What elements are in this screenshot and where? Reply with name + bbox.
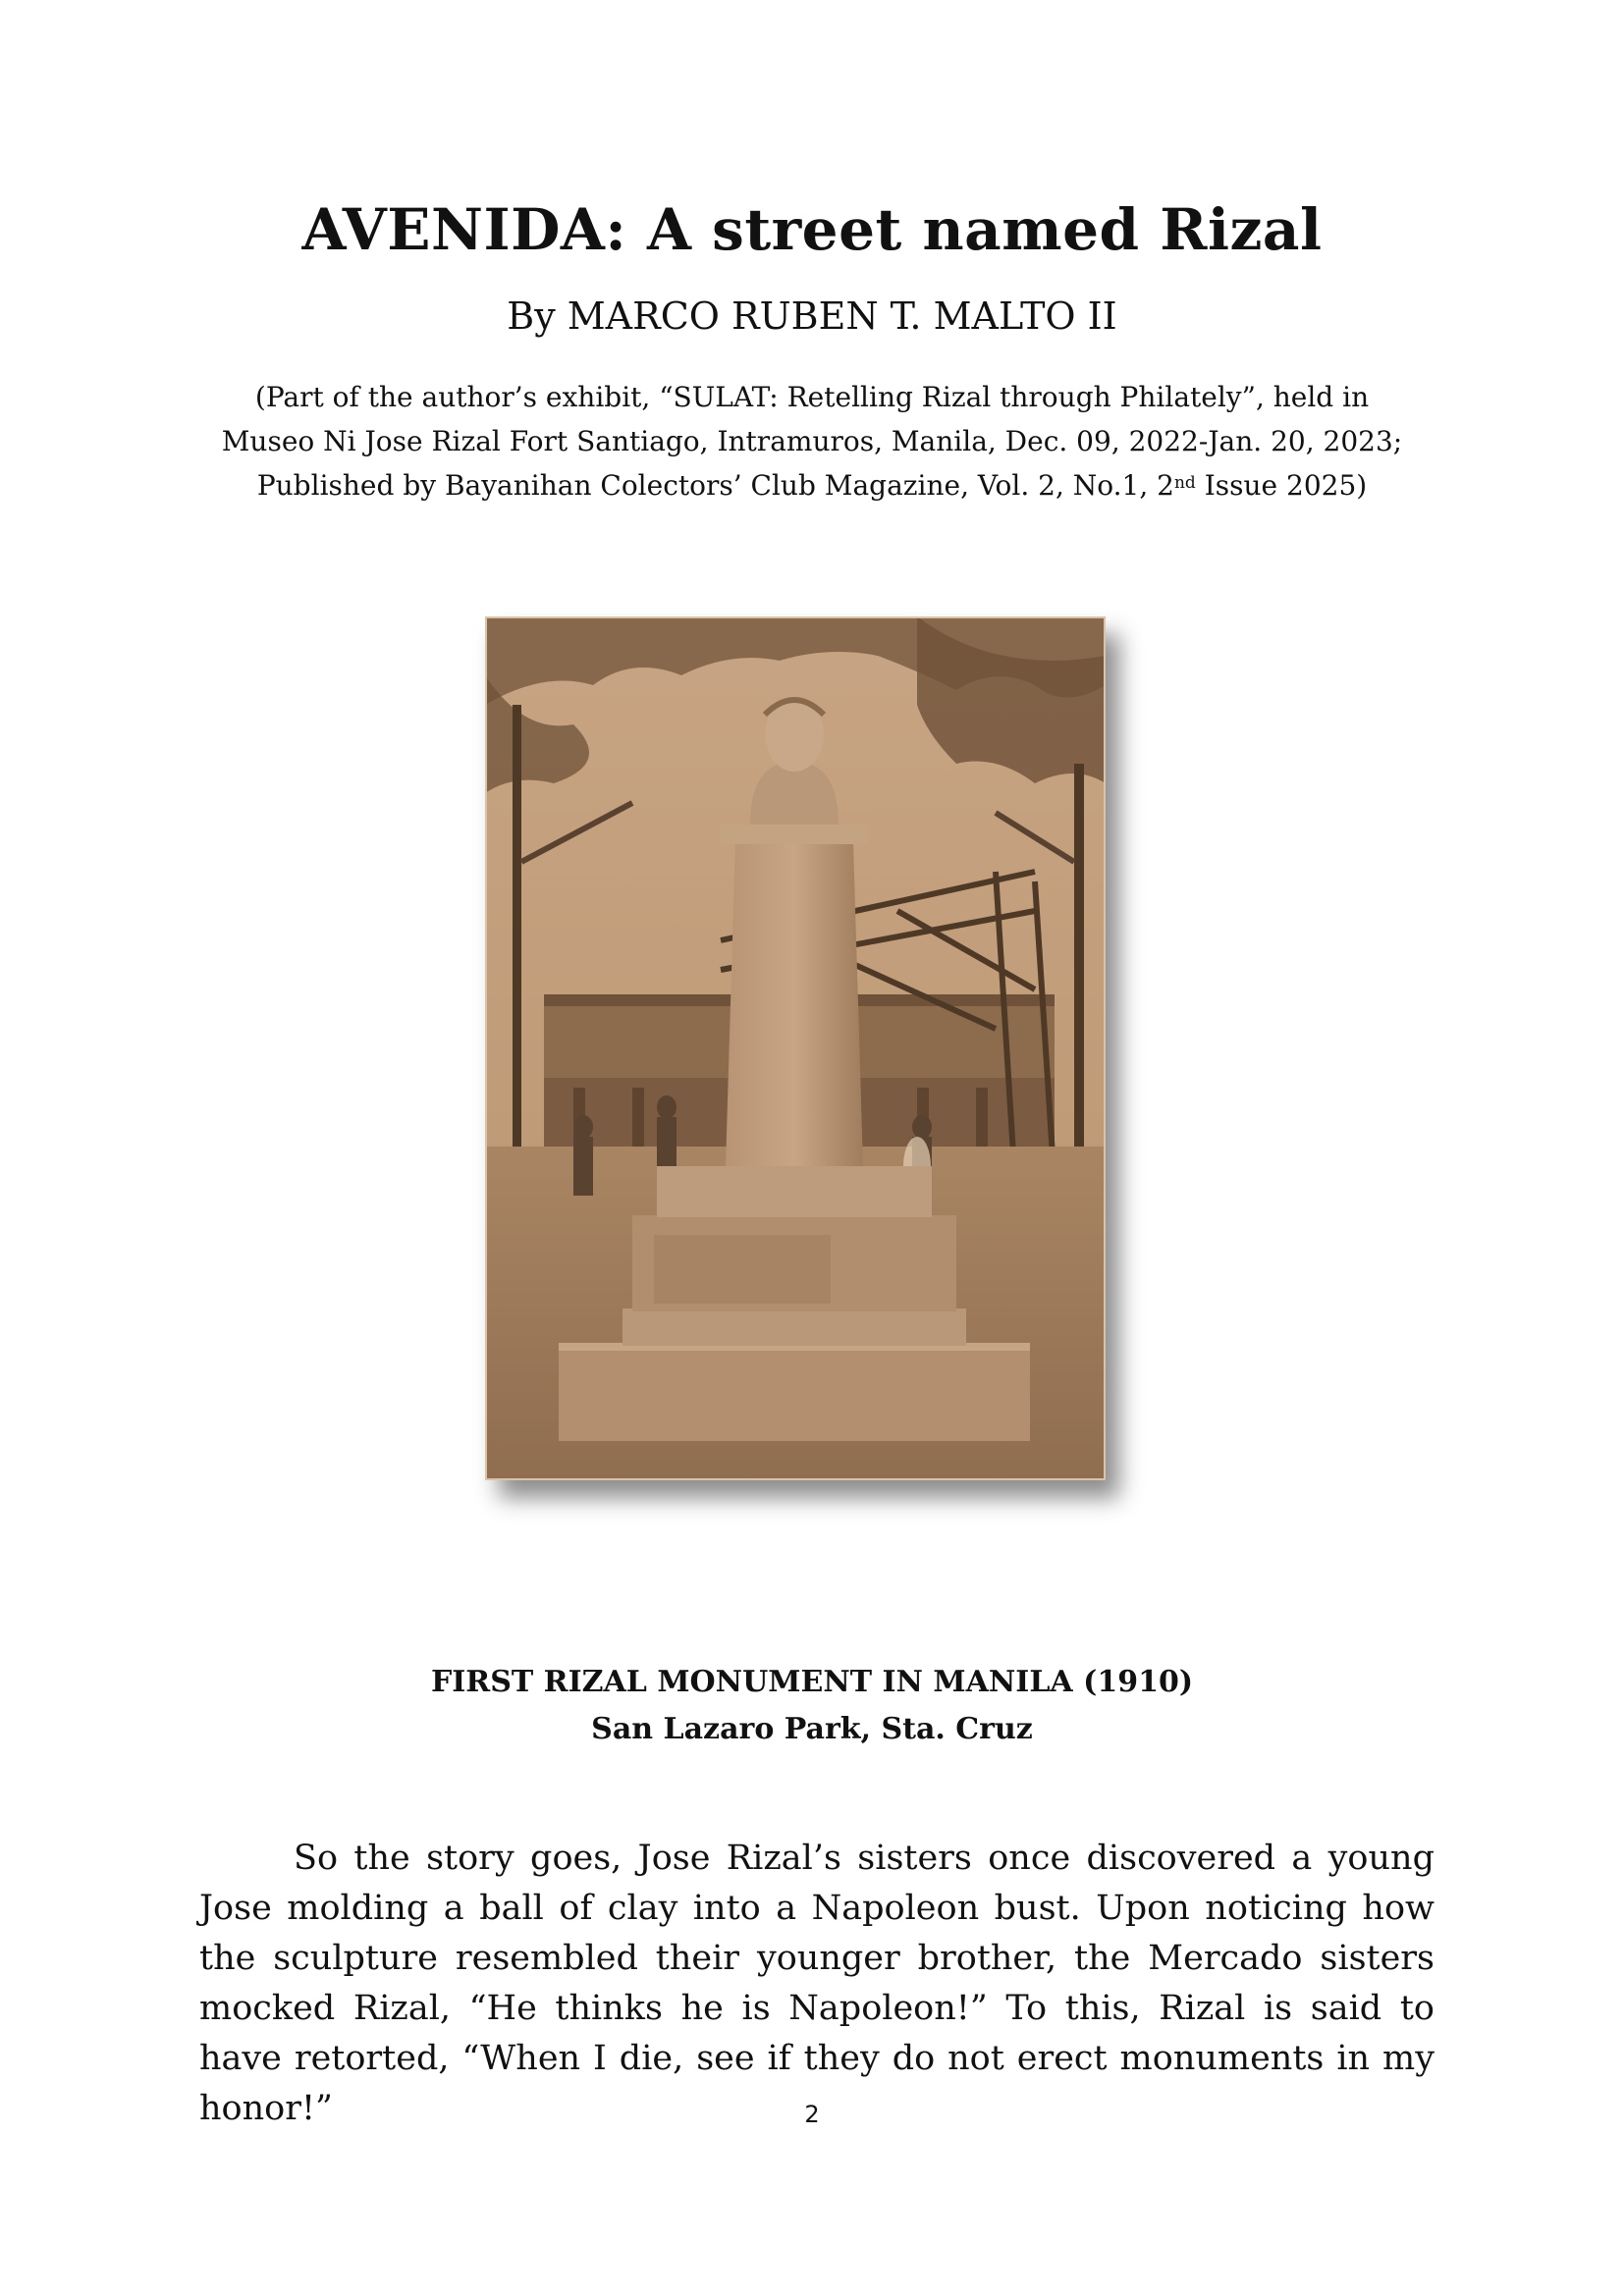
article-title: AVENIDA: A street named Rizal xyxy=(301,196,1323,263)
exhibit-note-line-3-end: Issue 2025) xyxy=(1195,469,1368,502)
body-paragraph xyxy=(199,1834,1435,2134)
sepia-photo-icon xyxy=(485,616,1106,1480)
exhibit-note xyxy=(0,375,1624,507)
exhibit-note-line-2: Museo Ni Jose Rizal Fort Santiago, Intramuros, Manila, Dec. 09, 2022-Jan. 20, 2023; xyxy=(221,425,1403,457)
exhibit-note-line-1: (Part of the author’s exhibit, “SULAT: Retelling Rizal through Philately”, held in xyxy=(254,381,1370,413)
ordinal-suffix: nd xyxy=(1173,473,1196,493)
body-paragraph-text: So the story goes, Jose Rizal’s sisters once discovered a young Jose molding a ball of clay into a Napoleon bust. Upon noticing how the sculpture resembled their younger brother, the Mercado sisters mocked Rizal, “He thinks he is Napoleon!” To this, Rizal is said to have retorted, “When I die, see if they do not erect monuments in my honor!” xyxy=(199,1839,1435,2128)
author-byline: By MARCO RUBEN T. MALTO II xyxy=(507,294,1117,338)
page-number: 2 xyxy=(804,2101,820,2128)
monument-photo xyxy=(485,616,1106,1480)
photo-caption-title: FIRST RIZAL MONUMENT IN MANILA (1910) xyxy=(430,1665,1194,1699)
photo-caption-location: San Lazaro Park, Sta. Cruz xyxy=(591,1712,1033,1746)
photo-caption xyxy=(0,1659,1624,1753)
exhibit-note-line-3 xyxy=(0,463,1624,507)
exhibit-note-line-3-text: Published by Bayanihan Colectors’ Club Magazine, Vol. 2, No.1, 2 xyxy=(256,469,1174,502)
